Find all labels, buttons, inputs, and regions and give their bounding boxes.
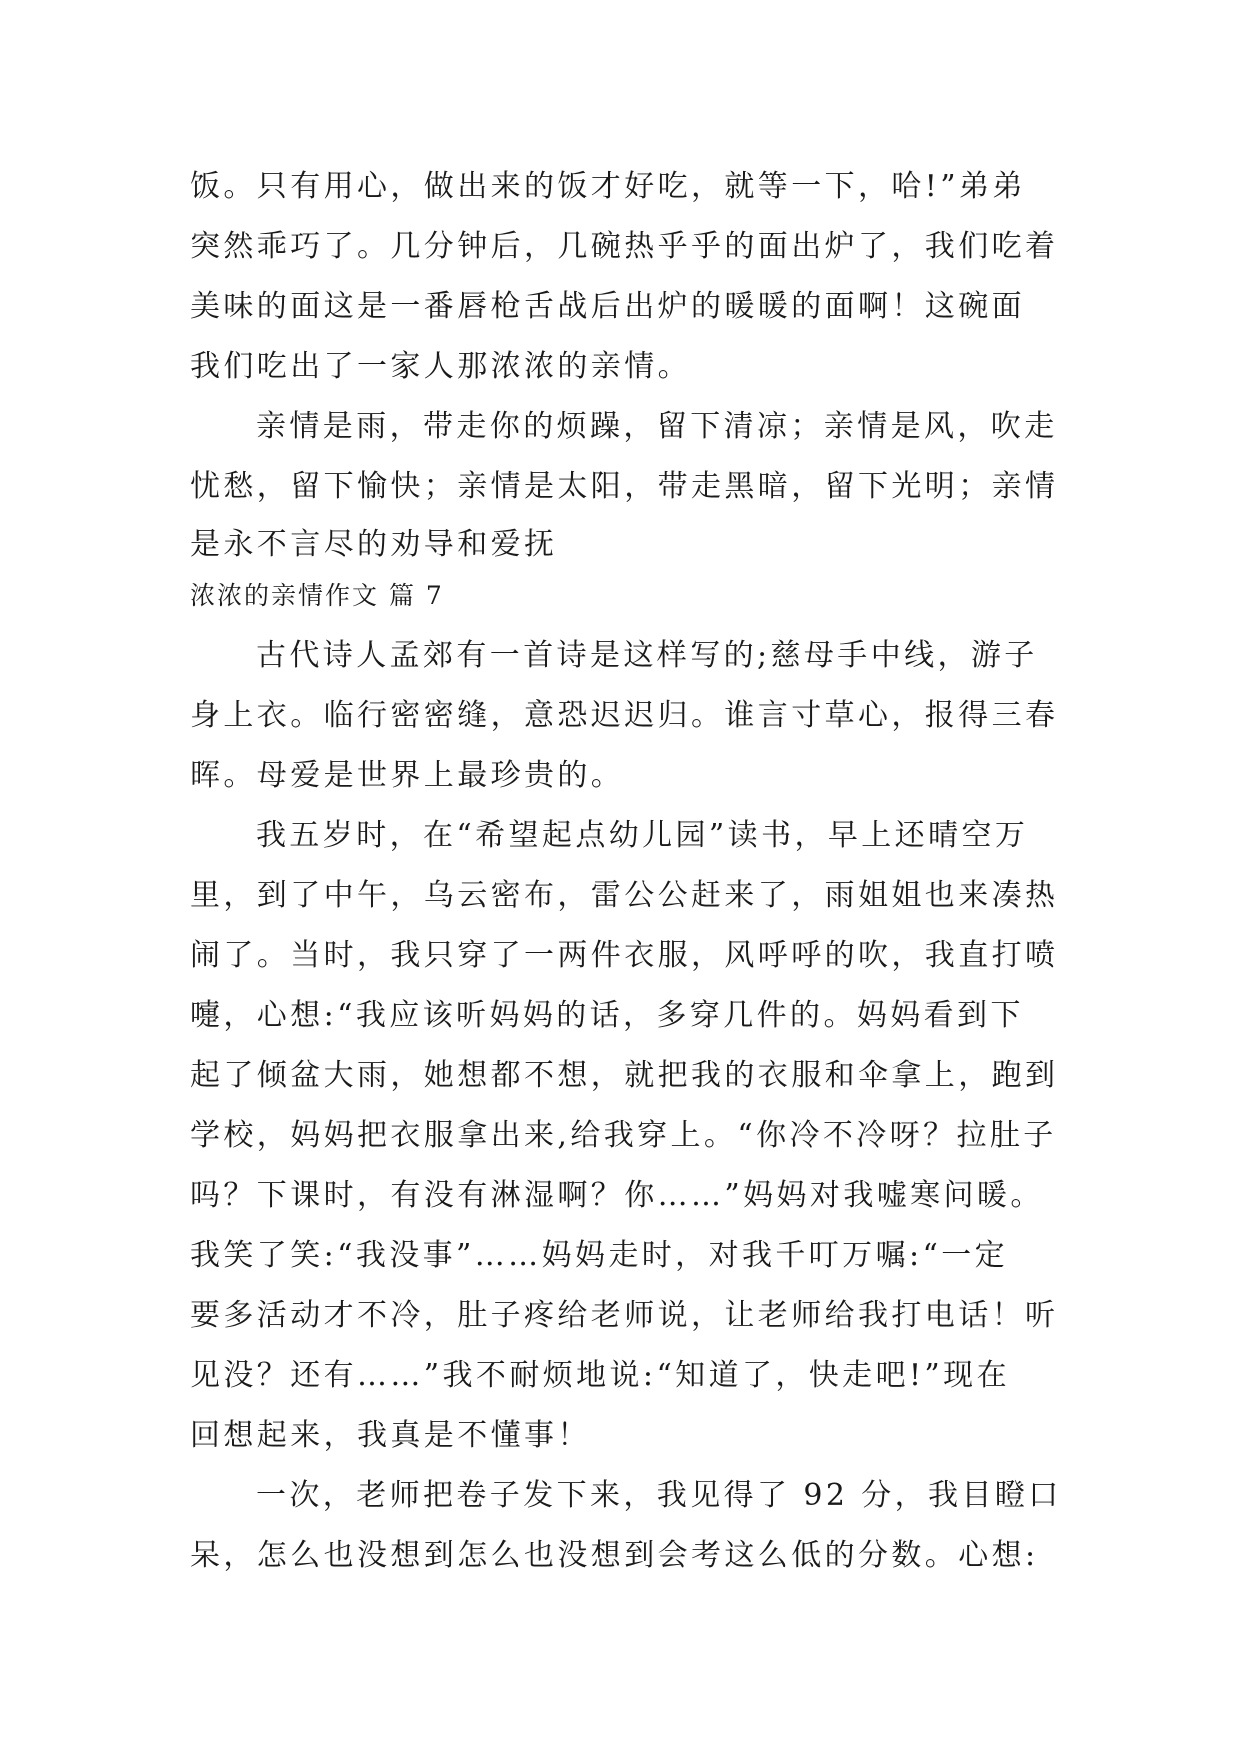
text-line: 忧愁，留下愉快；亲情是太阳，带走黑暗，留下光明；亲情 xyxy=(190,469,1059,504)
section-heading: 浓浓的亲情作文 篇 7 xyxy=(190,581,444,610)
text-line: 美味的面这是一番唇枪舌战后出炉的暖暖的面啊！这碗面 xyxy=(190,289,1025,324)
text-line: 我笑了笑:“我没事”……妈妈走时，对我千叮万嘱:“一定 xyxy=(190,1238,1009,1273)
text-line: 我们吃出了一家人那浓浓的亲情。 xyxy=(190,349,691,384)
text-line: 突然乖巧了。几分钟后，几碗热乎乎的面出炉了，我们吃着 xyxy=(190,229,1059,264)
text-line: 身上衣。临行密密缝，意恐迟迟归。谁言寸草心，报得三春 xyxy=(190,698,1059,733)
text-line: 我五岁时，在“希望起点幼儿园”读书，早上还晴空万 xyxy=(256,818,1029,853)
text-line: 晖。母爱是世界上最珍贵的。 xyxy=(190,758,625,793)
text-line: 见没？还有……”我不耐烦地说:“知道了，快走吧!”现在 xyxy=(190,1358,1010,1393)
text-line: 一次，老师把卷子发下来，我见得了 92 分，我目瞪口 xyxy=(256,1478,1062,1513)
text-line: 吗？下课时，有没有淋湿啊？你……”妈妈对我嘘寒问暖。 xyxy=(190,1178,1044,1213)
text-line: 亲情是雨，带走你的烦躁，留下清凉；亲情是风，吹走 xyxy=(256,409,1058,444)
text-line: 古代诗人孟郊有一首诗是这样写的;慈母手中线，游子 xyxy=(256,638,1038,673)
text-line: 学校，妈妈把衣服拿出来,给我穿上。“你冷不冷呀？拉肚子 xyxy=(190,1118,1057,1153)
text-line: 要多活动才不冷，肚子疼给老师说，让老师给我打电话！听 xyxy=(190,1298,1059,1333)
text-line: 是永不言尽的劝导和爱抚 xyxy=(190,527,558,562)
text-line: 饭。只有用心，做出来的饭才好吃，就等一下，哈!”弟弟 xyxy=(190,169,1026,204)
text-line: 里，到了中午，乌云密布，雷公公赶来了，雨姐姐也来凑热 xyxy=(190,878,1059,913)
text-line: 嚏，心想:“我应该听妈妈的话，多穿几件的。妈妈看到下 xyxy=(190,998,1024,1033)
text-line: 起了倾盆大雨，她想都不想，就把我的衣服和伞拿上，跑到 xyxy=(190,1058,1059,1093)
text-line: 回想起来，我真是不懂事！ xyxy=(190,1418,591,1453)
text-line: 闹了。当时，我只穿了一两件衣服，风呼呼的吹，我直打喷 xyxy=(190,938,1059,973)
text-line: 呆，怎么也没想到怎么也没想到会考这么低的分数。心想: xyxy=(190,1538,1039,1573)
